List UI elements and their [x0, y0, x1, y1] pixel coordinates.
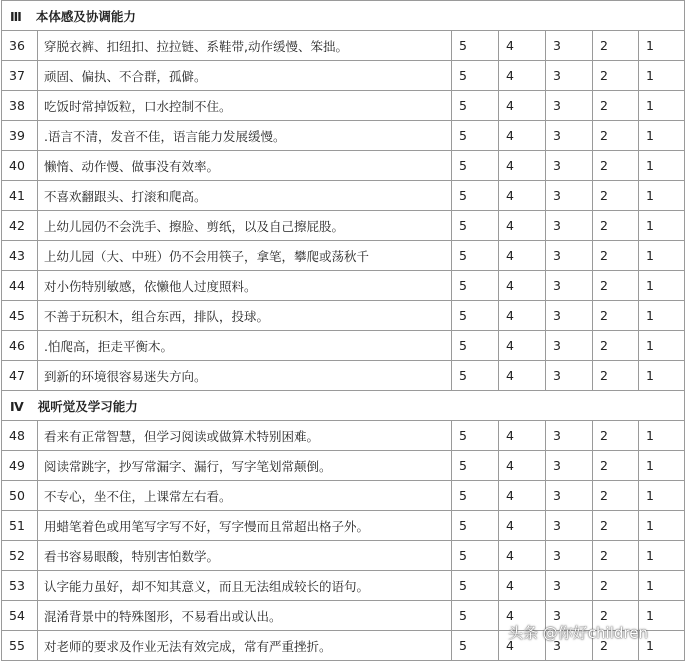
table-row: [2, 481, 685, 511]
item-text: 穿脱衣裤、扣纽扣、拉拉链、系鞋带,动作缓慢、笨拙。: [38, 31, 452, 61]
item-number: 46: [2, 331, 38, 361]
score-option[interactable]: 5: [452, 601, 499, 631]
item-number: 37: [2, 61, 38, 91]
score-option[interactable]: 4: [499, 61, 546, 91]
item-text: .怕爬高，拒走平衡木。: [38, 331, 452, 361]
score-option[interactable]: 1: [639, 31, 685, 61]
score-option[interactable]: 4: [499, 211, 546, 241]
item-text: 吃饭时常掉饭粒，口水控制不住。: [38, 91, 452, 121]
item-number: 44: [2, 271, 38, 301]
score-option[interactable]: 3: [546, 181, 593, 211]
score-option[interactable]: 4: [499, 151, 546, 181]
item-number: 42: [2, 211, 38, 241]
item-number: 41: [2, 181, 38, 211]
table-row: [2, 121, 685, 151]
table-row: [2, 31, 685, 61]
score-option[interactable]: 3: [546, 631, 593, 661]
score-option[interactable]: 1: [639, 451, 685, 481]
score-option[interactable]: 1: [639, 631, 685, 661]
score-option[interactable]: 5: [452, 91, 499, 121]
table-row: [2, 451, 685, 481]
section-roman-numeral: Ⅲ: [10, 8, 22, 24]
table-row: [2, 331, 685, 361]
score-option[interactable]: 3: [546, 601, 593, 631]
score-option[interactable]: 1: [639, 481, 685, 511]
score-option[interactable]: 2: [593, 241, 639, 271]
item-number: 36: [2, 31, 38, 61]
table-row: [2, 241, 685, 271]
score-option[interactable]: 1: [639, 61, 685, 91]
score-option[interactable]: 4: [499, 31, 546, 61]
item-text: 上幼儿园仍不会洗手、擦脸、剪纸，以及自己擦屁股。: [38, 211, 452, 241]
score-option[interactable]: 5: [452, 61, 499, 91]
score-option[interactable]: 3: [546, 301, 593, 331]
score-option[interactable]: 5: [452, 331, 499, 361]
score-option[interactable]: 3: [546, 541, 593, 571]
score-option[interactable]: 2: [593, 31, 639, 61]
table-row: [2, 271, 685, 301]
score-option[interactable]: 1: [639, 601, 685, 631]
score-option[interactable]: 1: [639, 361, 685, 391]
score-option[interactable]: 5: [452, 631, 499, 661]
item-text: 阅读常跳字，抄写常漏字、漏行，写字笔划常颠倒。: [38, 451, 452, 481]
item-text: 看来有正常智慧，但学习阅读或做算术特别困难。: [38, 421, 452, 451]
score-option[interactable]: 4: [499, 601, 546, 631]
score-option[interactable]: 3: [546, 121, 593, 151]
item-number: 53: [2, 571, 38, 601]
score-option[interactable]: 5: [452, 541, 499, 571]
score-option[interactable]: 5: [452, 151, 499, 181]
score-option[interactable]: 1: [639, 151, 685, 181]
watermark: 头条 @你好children: [508, 624, 648, 642]
score-option[interactable]: 3: [546, 151, 593, 181]
score-option[interactable]: 4: [499, 121, 546, 151]
score-option[interactable]: 3: [546, 61, 593, 91]
score-option[interactable]: 5: [452, 511, 499, 541]
item-text: 对小伤特别敏感，依懒他人过度照料。: [38, 271, 452, 301]
score-option[interactable]: 2: [593, 331, 639, 361]
score-option[interactable]: 1: [639, 211, 685, 241]
item-text: 混淆背景中的特殊图形，不易看出或认出。: [38, 601, 452, 631]
score-option[interactable]: 4: [499, 511, 546, 541]
item-text: 顽固、偏执、不合群，孤僻。: [38, 61, 452, 91]
score-option[interactable]: 2: [593, 601, 639, 631]
item-number: 51: [2, 511, 38, 541]
item-text: 不喜欢翻跟头、打滚和爬高。: [38, 181, 452, 211]
section-title: 本体感及协调能力: [35, 8, 136, 24]
score-option[interactable]: 5: [452, 241, 499, 271]
section-title: 视听觉及学习能力: [37, 398, 138, 414]
score-option[interactable]: 5: [452, 121, 499, 151]
score-option[interactable]: 1: [639, 181, 685, 211]
table-row: [2, 301, 685, 331]
item-number: 52: [2, 541, 38, 571]
score-option[interactable]: 4: [499, 631, 546, 661]
score-option[interactable]: 4: [499, 481, 546, 511]
item-text: 不善于玩积木，组合东西，排队，投球。: [38, 301, 452, 331]
score-option[interactable]: 1: [639, 241, 685, 271]
item-number: 49: [2, 451, 38, 481]
score-option[interactable]: 1: [639, 121, 685, 151]
item-number: 54: [2, 601, 38, 631]
table-row: [2, 61, 685, 91]
score-option[interactable]: 1: [639, 331, 685, 361]
score-option[interactable]: 2: [593, 631, 639, 661]
score-option[interactable]: 3: [546, 571, 593, 601]
score-option[interactable]: 4: [499, 181, 546, 211]
score-option[interactable]: 3: [546, 91, 593, 121]
item-number: 55: [2, 631, 38, 661]
score-option[interactable]: 1: [639, 271, 685, 301]
score-option[interactable]: 3: [546, 331, 593, 361]
item-number: 48: [2, 421, 38, 451]
score-option[interactable]: 4: [499, 241, 546, 271]
score-option[interactable]: 4: [499, 361, 546, 391]
score-option[interactable]: 1: [639, 421, 685, 451]
score-option[interactable]: 5: [452, 361, 499, 391]
item-number: 43: [2, 241, 38, 271]
score-option[interactable]: 5: [452, 31, 499, 61]
score-option[interactable]: 4: [499, 271, 546, 301]
table-row: [2, 361, 685, 391]
score-option[interactable]: 3: [546, 241, 593, 271]
score-option[interactable]: 4: [499, 421, 546, 451]
score-option[interactable]: 5: [452, 421, 499, 451]
section-roman-numeral: Ⅳ: [10, 398, 24, 414]
section-header-row: [2, 391, 685, 421]
item-text: .语言不清，发音不佳，语言能力发展缓慢。: [38, 121, 452, 151]
score-option[interactable]: 1: [639, 511, 685, 541]
score-option[interactable]: 2: [593, 451, 639, 481]
score-option[interactable]: 1: [639, 301, 685, 331]
score-option[interactable]: 4: [499, 91, 546, 121]
score-option[interactable]: 1: [639, 541, 685, 571]
score-option[interactable]: 5: [452, 211, 499, 241]
score-option[interactable]: 5: [452, 571, 499, 601]
item-text: 看书容易眼酸，特别害怕数学。: [38, 541, 452, 571]
item-number: 39: [2, 121, 38, 151]
score-option[interactable]: 3: [546, 421, 593, 451]
table-row: [2, 151, 685, 181]
table-row: [2, 91, 685, 121]
score-option[interactable]: 4: [499, 451, 546, 481]
table-row: [2, 571, 685, 601]
table-row: [2, 421, 685, 451]
score-option[interactable]: 3: [546, 211, 593, 241]
score-option[interactable]: 3: [546, 451, 593, 481]
item-number: 45: [2, 301, 38, 331]
section-header-cell: [2, 391, 685, 421]
questionnaire-body: [2, 1, 685, 661]
item-number: 38: [2, 91, 38, 121]
score-option[interactable]: 4: [499, 571, 546, 601]
score-option[interactable]: 3: [546, 31, 593, 61]
score-option[interactable]: 1: [639, 571, 685, 601]
score-option[interactable]: 5: [452, 481, 499, 511]
score-option[interactable]: 2: [593, 541, 639, 571]
score-option[interactable]: 3: [546, 481, 593, 511]
item-text: 懒惰、动作慢、做事没有效率。: [38, 151, 452, 181]
score-option[interactable]: 5: [452, 301, 499, 331]
item-text: 用蜡笔着色或用笔写字写不好，写字慢而且常超出格子外。: [38, 511, 452, 541]
score-option[interactable]: 2: [593, 481, 639, 511]
table-row: [2, 181, 685, 211]
score-option[interactable]: 4: [499, 541, 546, 571]
item-text: 到新的环境很容易迷失方向。: [38, 361, 452, 391]
table-row: [2, 211, 685, 241]
item-text: 认字能力虽好，却不知其意义，而且无法组成较长的语句。: [38, 571, 452, 601]
score-option[interactable]: 2: [593, 151, 639, 181]
score-option[interactable]: 4: [499, 331, 546, 361]
table-row: [2, 541, 685, 571]
item-text: 上幼儿园（大、中班）仍不会用筷子，拿笔，攀爬或荡秋千: [38, 241, 452, 271]
score-option[interactable]: 3: [546, 361, 593, 391]
questionnaire-table: [1, 0, 685, 661]
score-option[interactable]: 2: [593, 511, 639, 541]
score-option[interactable]: 3: [546, 271, 593, 301]
score-option[interactable]: 5: [452, 271, 499, 301]
item-text: 不专心，坐不住，上课常左右看。: [38, 481, 452, 511]
item-number: 50: [2, 481, 38, 511]
item-number: 47: [2, 361, 38, 391]
score-option[interactable]: 2: [593, 91, 639, 121]
score-option[interactable]: 2: [593, 211, 639, 241]
score-option[interactable]: 2: [593, 361, 639, 391]
score-option[interactable]: 4: [499, 301, 546, 331]
table-row: [2, 511, 685, 541]
score-option[interactable]: 2: [593, 61, 639, 91]
item-text: 对老师的要求及作业无法有效完成，常有严重挫折。: [38, 631, 452, 661]
score-option[interactable]: 1: [639, 91, 685, 121]
item-number: 40: [2, 151, 38, 181]
score-option[interactable]: 5: [452, 451, 499, 481]
score-option[interactable]: 2: [593, 301, 639, 331]
score-option[interactable]: 2: [593, 181, 639, 211]
score-option[interactable]: 2: [593, 121, 639, 151]
section-header-cell: [2, 1, 685, 31]
score-option[interactable]: 2: [593, 271, 639, 301]
score-option[interactable]: 5: [452, 181, 499, 211]
score-option[interactable]: 2: [593, 571, 639, 601]
score-option[interactable]: 3: [546, 511, 593, 541]
section-header-row: [2, 1, 685, 31]
score-option[interactable]: 2: [593, 421, 639, 451]
